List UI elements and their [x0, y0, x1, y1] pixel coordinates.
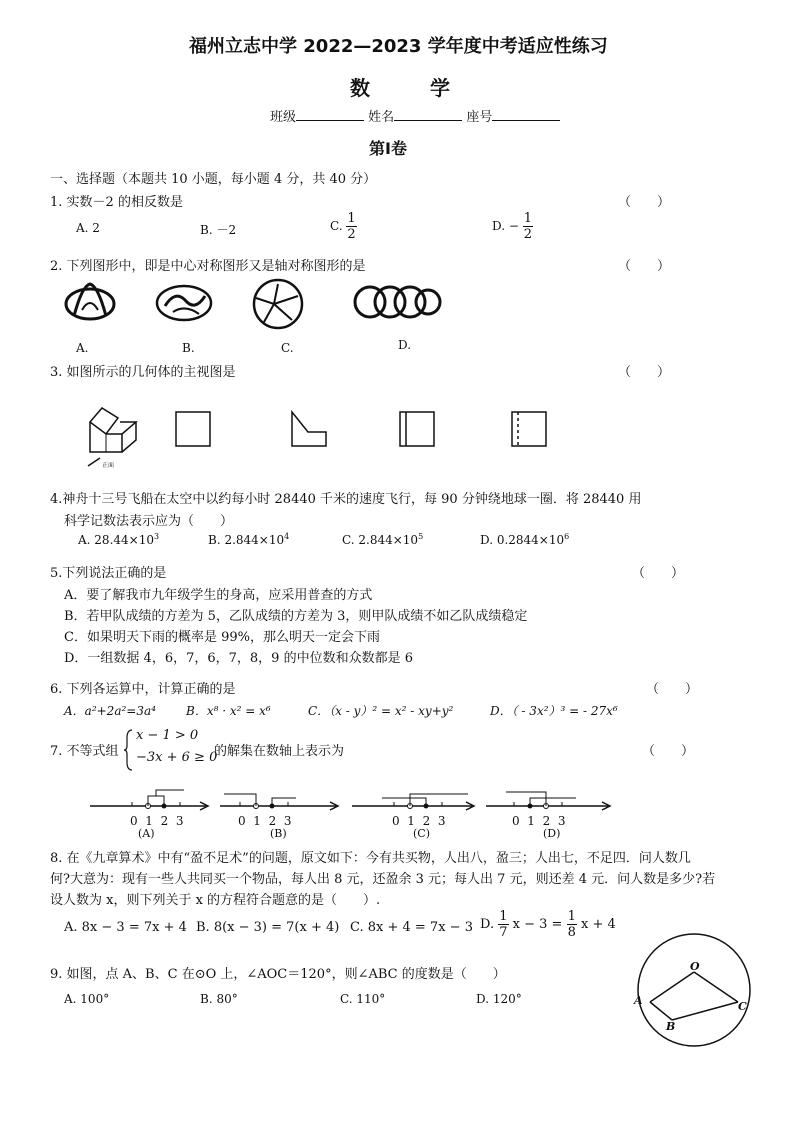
q4-option-c: C. $2.844\times 10^5$ [342, 532, 424, 547]
q8-option-d: D. $\frac{1}{7}$ x − 3 = $\frac{1}{8}$ x + 4 [480, 909, 616, 940]
q7-label-b: (B) [270, 827, 287, 840]
q2-figure-b [155, 282, 215, 328]
q9-point-b: B [666, 1020, 676, 1033]
q9-point-c: C [738, 1000, 747, 1013]
q7-stem-post: 的解集在数轴上表示为 [214, 744, 345, 759]
q9-option-c: C. 110° [340, 992, 386, 1006]
subject-title: 数 学 [350, 76, 450, 100]
q9-option-b: B. 80° [200, 992, 238, 1006]
q6-option-a: A．a²+2a²=3a⁴ [64, 704, 156, 718]
q2-figure-c [248, 278, 310, 332]
volume-title: 第Ⅰ卷 [369, 139, 407, 158]
q7-label-d: (D) [543, 827, 561, 840]
q7-ticks-c: 0 1 2 3 [392, 814, 446, 828]
q2-option-b: B. [182, 341, 195, 355]
q9-option-a: A. 100° [64, 992, 110, 1006]
q3-front-label: 正面 [102, 462, 115, 469]
q4-stem-line2: 科学记数法表示应为（ ） [64, 514, 234, 529]
q4-option-d: D. $0.2844\times 10^6$ [480, 532, 570, 547]
q2-option-d: D. [398, 338, 412, 352]
q6-option-b: B．x⁸ · x² = x⁶ [186, 704, 271, 718]
q2-figure-d [352, 284, 442, 320]
q8-stem-line1: 8. 在《九章算术》中有“盈不足术”的问题，原文如下：今有共买物，人出八，盈三；人出七，不足四．问人数几 [50, 851, 691, 866]
section-heading: 一、选择题（本题共 10 小题，每小题 4 分，共 40 分） [50, 172, 377, 187]
q6-option-c: C．（x - y）² = x² - xy+y² [308, 704, 454, 718]
q9-option-d: D. 120° [476, 992, 522, 1006]
q3-option-b-view [290, 410, 330, 450]
q5-option-a: A．要了解我市九年级学生的身高，应采用普查的方式 [64, 588, 373, 603]
q2-stem: 2. 下列图形中，即是中心对称图形又是轴对称图形的是 [50, 259, 366, 274]
q4-option-b: B. $2.844\times 10^4$ [208, 532, 290, 547]
seat-field[interactable] [492, 108, 560, 121]
q3-option-c-view [398, 410, 438, 450]
name-label: 姓名 [368, 110, 395, 125]
q9-circle-diagram [632, 928, 762, 1058]
q7-inequality-1: x − 1 > 0 [136, 728, 199, 743]
q9-stem: 9. 如图，点 A、B、C 在⊙O 上，∠AOC＝120°，则∠ABC 的度数是（ ） [50, 967, 506, 982]
q3-answer-paren[interactable]: （ ） [618, 365, 671, 380]
student-info [270, 106, 560, 125]
q3-stem: 3. 如图所示的几何体的主视图是 [50, 365, 236, 380]
q1-option-a: A. 2 [76, 221, 100, 235]
q5-option-c: C．如果明天下雨的概率是 99%，那么明天一定会下雨 [64, 630, 380, 645]
q6-stem: 6. 下列各运算中，计算正确的是 [50, 682, 236, 697]
q7-label-c: (C) [413, 827, 430, 840]
q7-brace [124, 728, 134, 772]
q7-label-a: (A) [138, 827, 155, 840]
q8-stem-line3: 设人数为 x，则下列关于 x 的方程符合题意的是（ ）. [50, 893, 381, 908]
q1-answer-paren[interactable]: （ ） [618, 195, 671, 210]
q4-stem-line1: 4.神舟十三号飞船在太空中以约每小时 28440 千米的速度飞行，每 90 分钟绕地球一圈．将 28440 用 [50, 492, 642, 507]
q3-option-d-view [510, 410, 550, 450]
q1-option-c: C. $\frac{1}{2}$ [330, 211, 356, 242]
q7-ticks-a: 0 1 2 3 [130, 814, 184, 828]
q7-inequality-2: −3x + 6 ≥ 0 [136, 750, 218, 765]
q8-stem-line2: 何?大意为：现有一些人共同买一个物品，每人出 8 元，还盈余 3 元；每人出 7 元，则还差 4 元．问人数是多少?若 [50, 872, 716, 887]
q2-option-c: C. [281, 341, 294, 355]
class-field[interactable] [296, 108, 364, 121]
q1-option-b: B. －2 [200, 223, 237, 237]
q9-point-o: O [690, 960, 700, 973]
q6-answer-paren[interactable]: （ ） [646, 682, 699, 697]
q8-option-a: A. 8x − 3 = 7x + 4 [64, 920, 187, 935]
q9-point-a: A [634, 994, 643, 1007]
q5-answer-paren[interactable]: （ ） [632, 566, 685, 581]
exam-title: 福州立志中学 2022—2023 学年度中考适应性练习 [189, 36, 608, 57]
q5-stem: 5.下列说法正确的是 [50, 566, 167, 581]
q8-option-b: B. 8(x − 3) = 7(x + 4) [196, 920, 340, 935]
q6-option-d: D．（ - 3x²）³ = - 27x⁶ [490, 704, 618, 718]
q8-option-c: C. 8x + 4 = 7x − 3 [350, 920, 473, 935]
q7-ticks-b: 0 1 2 3 [238, 814, 292, 828]
q7-answer-paren[interactable]: （ ） [642, 744, 695, 759]
q5-option-d: D．一组数据 4，6，7，6，7，8，9 的中位数和众数都是 6 [64, 651, 413, 666]
q2-answer-paren[interactable]: （ ） [618, 259, 671, 274]
q2-figure-a [62, 280, 122, 330]
seat-label: 座号 [466, 110, 493, 125]
q7-ticks-d: 0 1 2 3 [512, 814, 566, 828]
q1-stem: 1. 实数－2 的相反数是 [50, 195, 183, 210]
q3-option-a-view [174, 410, 212, 450]
q3-solid-figure [84, 400, 154, 470]
q2-option-a: A. [76, 341, 89, 355]
q4-option-a: A. $28.44\times 10^3$ [78, 532, 160, 547]
name-field[interactable] [394, 108, 462, 121]
q1-option-d: D. − $\frac{1}{2}$ [492, 211, 532, 242]
q5-option-b: B．若甲队成绩的方差为 5，乙队成绩的方差为 3，则甲队成绩不如乙队成绩稳定 [64, 609, 528, 624]
q7-stem-pre: 7. 不等式组 [50, 744, 119, 759]
class-label: 班级 [270, 110, 297, 125]
